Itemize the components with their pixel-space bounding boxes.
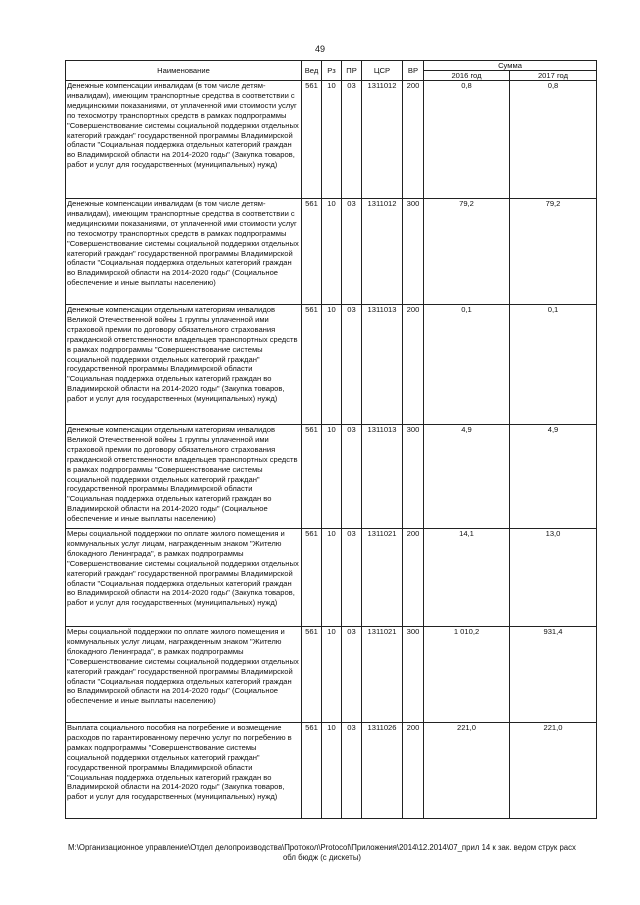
row-2016: 1 010,2 (424, 627, 510, 723)
row-2016: 0,8 (424, 81, 510, 199)
header-rz: Рз (322, 61, 342, 81)
table-row (66, 627, 597, 723)
row-2017: 4,9 (510, 425, 597, 529)
budget-table (65, 60, 597, 819)
row-pr: 03 (342, 529, 362, 627)
row-rz: 10 (322, 723, 342, 819)
header-vr: ВР (403, 61, 424, 81)
table-row (66, 723, 597, 819)
header-2016: 2016 год (424, 71, 510, 81)
row-ved: 561 (302, 529, 322, 627)
row-name: Денежные компенсации инвалидам (в том числе детям-инвалидам), имеющим транспортные средства в соответствии с медицинскими показаниями, от уплаченной ими стоимости услуг по техосмотру транспортных средств в рамках подпрограммы "Совершенствование системы социальной поддержки отдельных категорий граждан" государственной программы Владимирской области "Социальная поддержка отдельных категорий граждан во Владимирской области на 2014-2020 годы" (Закупка товаров, работ и услуг для государственных (муниципальных) нужд) (66, 81, 302, 199)
row-csr: 1311021 (362, 529, 403, 627)
row-vr: 200 (403, 305, 424, 425)
row-csr: 1311026 (362, 723, 403, 819)
row-name: Выплата социального пособия на погребение и возмещение расходов по гарантированному перечню услуг по погребению в рамках подпрограммы "Совершенствование системы социальной поддержки отдельных категорий граждан" государственной программы Владимирской области "Социальная поддержка отдельных категорий граждан во Владимирской области на 2014-2020 годы" (Закупка товаров, работ и услуг для государственных (муниципальных) нужд) (66, 723, 302, 819)
row-2016: 0,1 (424, 305, 510, 425)
table-row (66, 425, 597, 529)
header-sum: Сумма (424, 61, 597, 71)
row-2016: 221,0 (424, 723, 510, 819)
row-2017: 79,2 (510, 199, 597, 305)
row-pr: 03 (342, 425, 362, 529)
row-ved: 561 (302, 425, 322, 529)
row-vr: 300 (403, 627, 424, 723)
row-vr: 300 (403, 199, 424, 305)
row-rz: 10 (322, 81, 342, 199)
row-2017: 13,0 (510, 529, 597, 627)
row-pr: 03 (342, 199, 362, 305)
file-path-footer (62, 843, 582, 863)
row-csr: 1311013 (362, 425, 403, 529)
row-rz: 10 (322, 305, 342, 425)
row-name: Меры социальной поддержки по оплате жилого помещения и коммунальных услуг лицам, награжденным знаком "Жителю блокадного Ленинграда", в рамках подпрограммы "Совершенствование системы социальной поддержки отдельных категорий граждан" государственной программы Владимирской области "Социальная поддержка отдельных категорий граждан во Владимирской области на 2014-2020 годы" (Закупка товаров, работ и услуг для государственных (муниципальных) нужд) (66, 529, 302, 627)
header-name: Наименование (66, 61, 302, 81)
row-vr: 300 (403, 425, 424, 529)
header-pr: ПР (342, 61, 362, 81)
table-row (66, 199, 597, 305)
row-pr: 03 (342, 305, 362, 425)
footer-line-2: обл бюдж (с дискеты) (282, 853, 362, 862)
header-ved: Вед (302, 61, 322, 81)
table-row (66, 305, 597, 425)
row-vr: 200 (403, 529, 424, 627)
header-csr: ЦСР (362, 61, 403, 81)
row-vr: 200 (403, 723, 424, 819)
row-ved: 561 (302, 199, 322, 305)
row-pr: 03 (342, 627, 362, 723)
row-2017: 931,4 (510, 627, 597, 723)
row-rz: 10 (322, 199, 342, 305)
row-name: Денежные компенсации отдельным категориям инвалидов Великой Отечественной войны 1 группы уплаченной ими страховой премии по договору обязательного страхования гражданской ответственности владельцев транспортных средств в рамках подпрограммы "Совершенствование системы социальной поддержки отдельных категорий граждан" государственной программы Владимирской области "Социальная поддержка отдельных категорий граждан во Владимирской области на 2014-2020 годы" (Закупка товаров, работ и услуг для государственных (муниципальных) нужд) (66, 305, 302, 425)
footer-line-1: M:\Организационное управление\Отдел делопроизводства\Протокол\Protocol\Приложения\2014\12.2014\07_прил 14 к зак. ведом струк расх (68, 843, 576, 852)
row-2016: 14,1 (424, 529, 510, 627)
row-rz: 10 (322, 425, 342, 529)
row-csr: 1311013 (362, 305, 403, 425)
row-name: Денежные компенсации инвалидам (в том числе детям-инвалидам), имеющим транспортные средства в соответствии с медицинскими показаниями, от уплаченной ими стоимости услуг по техосмотру транспортных средств в рамках подпрограммы "Совершенствование системы социальной поддержки отдельных категорий граждан" государственной программы Владимирской области "Социальная поддержка отдельных категорий граждан во Владимирской области на 2014-2020 годы" (Социальное обеспечение и иные выплаты населению) (66, 199, 302, 305)
row-pr: 03 (342, 81, 362, 199)
row-csr: 1311012 (362, 81, 403, 199)
row-2017: 221,0 (510, 723, 597, 819)
row-name: Денежные компенсации отдельным категориям инвалидов Великой Отечественной войны 1 группы уплаченной ими страховой премии по договору обязательного страхования гражданской ответственности владельцев транспортных средств в рамках подпрограммы "Совершенствование системы социальной поддержки отдельных категорий граждан" государственной программы Владимирской области "Социальная поддержка отдельных категорий граждан во Владимирской области на 2014-2020 годы" (Социальное обеспечение и иные выплаты населению) (66, 425, 302, 529)
row-2017: 0,8 (510, 81, 597, 199)
header-2017: 2017 год (510, 71, 597, 81)
row-rz: 10 (322, 627, 342, 723)
row-ved: 561 (302, 627, 322, 723)
table-row (66, 81, 597, 199)
row-name: Меры социальной поддержки по оплате жилого помещения и коммунальных услуг лицам, награжденным знаком "Жителю блокадного Ленинграда", в рамках подпрограммы "Совершенствование системы социальной поддержки отдельных категорий граждан" государственной программы Владимирской области "Социальная поддержка отдельных категорий граждан во Владимирской области на 2014-2020 годы" (Социальное обеспечение и иные выплаты населению) (66, 627, 302, 723)
row-rz: 10 (322, 529, 342, 627)
page-number: 49 (314, 44, 325, 54)
row-2017: 0,1 (510, 305, 597, 425)
row-ved: 561 (302, 723, 322, 819)
row-ved: 561 (302, 305, 322, 425)
row-2016: 79,2 (424, 199, 510, 305)
row-ved: 561 (302, 81, 322, 199)
row-pr: 03 (342, 723, 362, 819)
row-csr: 1311012 (362, 199, 403, 305)
row-csr: 1311021 (362, 627, 403, 723)
row-vr: 200 (403, 81, 424, 199)
table-row (66, 529, 597, 627)
row-2016: 4,9 (424, 425, 510, 529)
